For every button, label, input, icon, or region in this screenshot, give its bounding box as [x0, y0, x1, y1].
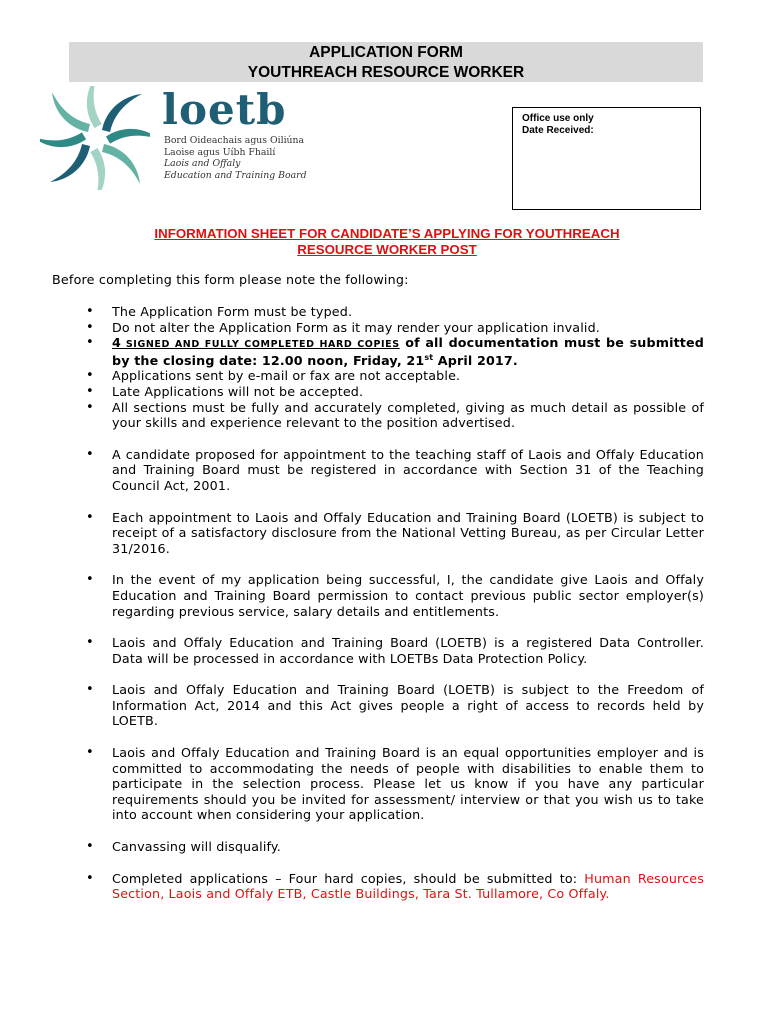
information-sheet-title	[70, 226, 704, 257]
list-item	[84, 447, 704, 494]
hard-copies-count: 4	[112, 335, 121, 351]
list-item-text: Laois and Offaly Education and Training Board is an equal opportunities employer and is committed to accommodating the needs of people with disabilities to enable them to participate in the selection process. Please let us know if you have any particular requirements should you be invited for assessment/ interview or that you wish us to take into account when considering your application.	[112, 745, 704, 823]
submission-text: Completed applications – Four hard copies, should be submitted to:	[112, 870, 585, 886]
logo-irish-line1: Bord Oideachais agus Oiliúna	[164, 135, 305, 146]
list-item-text: Do not alter the Application Form as it may render your application invalid.	[112, 319, 600, 335]
form-title-line2: YOUTHREACH RESOURCE WORKER	[247, 64, 525, 81]
list-item	[84, 682, 704, 729]
list-item-text: Late Applications will not be accepted.	[112, 383, 364, 399]
logo-text	[164, 135, 307, 181]
submission-address: Human Resources Section, Laois and Offaly ETB, Castle Buildings, Tara St. Tullamore, Co Offaly.	[112, 870, 704, 902]
list-item-text: Laois and Offaly Education and Training Board (LOETB) is subject to the Freedom of Information Act, 2014 and this Act gives people a right of access to records held by LOETB.	[112, 682, 704, 729]
list-item	[84, 510, 704, 557]
information-sheet-title-line1: INFORMATION SHEET FOR CANDIDATE’S APPLYING FOR YOUTHREACH	[154, 226, 620, 241]
list-item	[84, 871, 704, 902]
logo-wordmark: loetb	[162, 85, 287, 134]
list-item	[84, 400, 704, 431]
closing-date-end: April 2017.	[433, 352, 518, 368]
list-item	[84, 304, 704, 320]
office-use-label: Office use only	[522, 113, 594, 124]
list-item-text: The Application Form must be typed.	[112, 304, 353, 319]
list-item-text: Applications sent by e-mail or fax are not acceptable.	[112, 368, 461, 384]
list-item	[84, 368, 704, 384]
date-received-label: Date Received:	[522, 124, 594, 136]
list-item-text: All sections must be fully and accurately completed, giving as much detail as possible of your skills and experience relevant to the position advertised.	[112, 399, 704, 431]
information-sheet-title-line2: RESOURCE WORKER POST	[297, 241, 477, 257]
list-item-text: Each appointment to Laois and Offaly Education and Training Board (LOETB) is subject to receipt of a satisfactory disclosure from the National Vetting Bureau, as per Circular Letter 31/2016.	[112, 509, 704, 556]
list-item	[84, 320, 704, 336]
loetb-logo	[40, 86, 330, 190]
list-item	[84, 635, 704, 666]
logo-english-line2: Education and Training Board	[164, 169, 307, 181]
list-item-text: In the event of my application being successful, I, the candidate give Laois and Offaly Education and Training Board permission to contact previous public sector employer(s) regarding previous service, salary details and entitlements.	[112, 572, 704, 619]
list-item	[84, 572, 704, 619]
intro-text: Before completing this form please note the following:	[52, 272, 409, 287]
list-item	[84, 384, 704, 400]
form-title-line1: APPLICATION FORM	[309, 44, 463, 61]
hard-copies-caps: SIGNED AND FULLY COMPLETED HARD COPIES	[120, 339, 400, 351]
list-item	[84, 745, 704, 823]
notes-list	[84, 304, 704, 902]
closing-date-sup: st	[424, 352, 434, 362]
list-item	[84, 839, 704, 855]
form-title	[69, 42, 703, 82]
swirl-logo-icon	[40, 86, 150, 190]
closing-date-text: of all documentation must be submitted by the closing date: 12.00 noon, Friday, 21	[112, 335, 704, 368]
list-item	[84, 335, 704, 368]
logo-irish-line2: Laoise agus Uíbh Fhailí	[164, 146, 276, 158]
office-use-box	[512, 107, 701, 210]
list-item-text: A candidate proposed for appointment to the teaching staff of Laois and Offaly Education and Training Board must be registered in accordance with Section 31 of the Teaching Council Act, 2001.	[112, 446, 704, 493]
list-item-text: Laois and Offaly Education and Training Board (LOETB) is a registered Data Controller. Data will be processed in accordance with LOETBs Data Protection Policy.	[112, 635, 704, 666]
logo-english-line1: Laois and Offaly	[164, 158, 241, 169]
list-item-text: Canvassing will disqualify.	[112, 839, 281, 855]
